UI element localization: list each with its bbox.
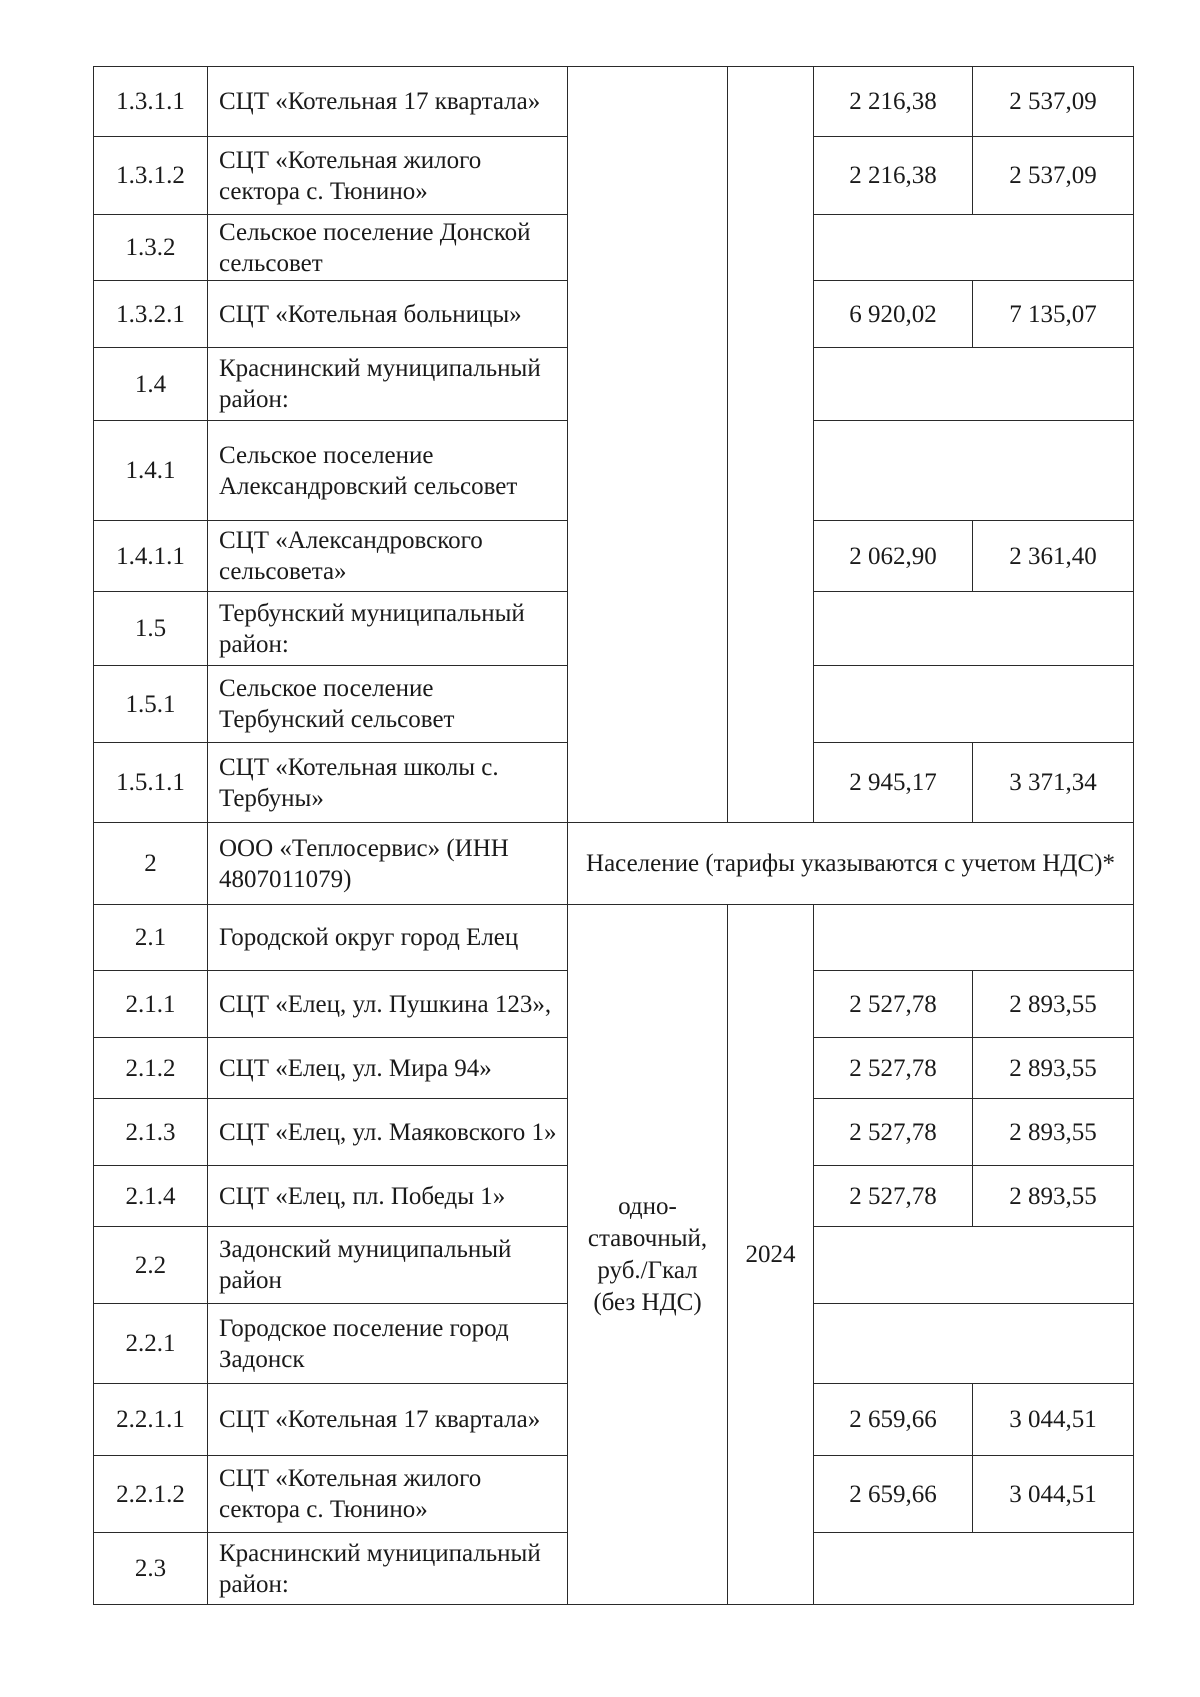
tariff-value-1: 2 527,78 (814, 971, 973, 1038)
year-cell-empty (728, 67, 814, 823)
row-number: 1.3.1.2 (94, 137, 208, 215)
row-number: 1.5 (94, 592, 208, 666)
row-number: 2.2.1 (94, 1304, 208, 1384)
tariff-values-empty (814, 1533, 1134, 1605)
row-number: 2.1.4 (94, 1166, 208, 1227)
row-name: СЦТ «Котельная жилого сектора с. Тюнино» (208, 1456, 568, 1533)
tariff-value-1: 6 920,02 (814, 281, 973, 348)
row-number: 1.4.1 (94, 421, 208, 521)
row-name: Тербунский муниципальный район: (208, 592, 568, 666)
tariff-value-1: 2 659,66 (814, 1456, 973, 1533)
row-name: СЦТ «Котельная 17 квартала» (208, 1384, 568, 1456)
row-name: СЦТ «Елец, ул. Мира 94» (208, 1038, 568, 1099)
row-name: Задонский муниципальный район (208, 1227, 568, 1304)
tariff-values-empty (814, 592, 1134, 666)
row-number: 2.1 (94, 905, 208, 971)
row-number: 2.3 (94, 1533, 208, 1605)
row-name: Сельское поселение Донской сельсовет (208, 215, 568, 281)
tariff-value-1: 2 945,17 (814, 743, 973, 823)
year-cell: 2024 (728, 905, 814, 1605)
tariff-type-cell-empty (568, 67, 728, 823)
tariff-value-1: 2 216,38 (814, 137, 973, 215)
row-number: 1.5.1.1 (94, 743, 208, 823)
row-name: Городское поселение город Задонск (208, 1304, 568, 1384)
tariff-value-2: 2 893,55 (973, 1166, 1134, 1227)
tariff-values-empty (814, 348, 1134, 421)
tariff-values-empty (814, 1304, 1134, 1384)
row-number: 2.1.1 (94, 971, 208, 1038)
tariff-value-2: 3 371,34 (973, 743, 1134, 823)
table-row (94, 67, 1134, 137)
tariff-value-1: 2 216,38 (814, 67, 973, 137)
tariff-values-empty (814, 666, 1134, 743)
row-number: 2.1.3 (94, 1099, 208, 1166)
row-name: СЦТ «Котельная жилого сектора с. Тюнино» (208, 137, 568, 215)
row-number: 1.5.1 (94, 666, 208, 743)
table-row-organization (94, 823, 1134, 905)
tariff-values-empty (814, 421, 1134, 521)
row-number: 1.4.1.1 (94, 521, 208, 592)
row-name: Городской округ город Елец (208, 905, 568, 971)
tariff-values-empty (814, 215, 1134, 281)
row-name: СЦТ «Котельная школы с. Тербуны» (208, 743, 568, 823)
tariff-value-1: 2 527,78 (814, 1038, 973, 1099)
tariff-value-2: 2 893,55 (973, 1038, 1134, 1099)
tariff-value-2: 2 361,40 (973, 521, 1134, 592)
row-name: Сельское поселение Тербунский сельсовет (208, 666, 568, 743)
row-name: Краснинский муниципальный район: (208, 348, 568, 421)
row-name: СЦТ «Котельная 17 квартала» (208, 67, 568, 137)
row-name: СЦТ «Елец, пл. Победы 1» (208, 1166, 568, 1227)
tariff-value-2: 3 044,51 (973, 1456, 1134, 1533)
tariff-value-2: 2 537,09 (973, 137, 1134, 215)
tariff-table (93, 66, 1134, 1605)
tariff-value-1: 2 527,78 (814, 1099, 973, 1166)
row-number: 1.3.1.1 (94, 67, 208, 137)
row-name: Сельское поселение Александровский сельсовет (208, 421, 568, 521)
tariff-values-empty (814, 1227, 1134, 1304)
row-name: СЦТ «Александровского сельсовета» (208, 521, 568, 592)
row-number: 2.1.2 (94, 1038, 208, 1099)
tariff-value-2: 2 537,09 (973, 67, 1134, 137)
row-number: 1.3.2 (94, 215, 208, 281)
tariff-value-2: 2 893,55 (973, 1099, 1134, 1166)
tariff-values-empty (814, 905, 1134, 971)
row-number: 2.2 (94, 1227, 208, 1304)
tariff-value-1: 2 659,66 (814, 1384, 973, 1456)
tariff-value-1: 2 062,90 (814, 521, 973, 592)
row-number: 2.2.1.1 (94, 1384, 208, 1456)
row-name: СЦТ «Елец, ул. Пушкина 123», (208, 971, 568, 1038)
row-number: 2.2.1.2 (94, 1456, 208, 1533)
consumer-group: Население (тарифы указываются с учетом НДС)* (568, 823, 1134, 905)
tariff-value-1: 2 527,78 (814, 1166, 973, 1227)
row-name: Краснинский муниципальный район: (208, 1533, 568, 1605)
org-number: 2 (94, 823, 208, 905)
row-number: 1.3.2.1 (94, 281, 208, 348)
tariff-value-2: 2 893,55 (973, 971, 1134, 1038)
tariff-type-cell (568, 905, 728, 1605)
tariff-value-2: 3 044,51 (973, 1384, 1134, 1456)
org-name: ООО «Теплосервис» (ИНН 4807011079) (208, 823, 568, 905)
row-number: 1.4 (94, 348, 208, 421)
row-name: СЦТ «Елец, ул. Маяковского 1» (208, 1099, 568, 1166)
row-name: СЦТ «Котельная больницы» (208, 281, 568, 348)
tariff-type-text: одно-ставочный, руб./Гкал (без НДС) (587, 1192, 708, 1316)
tariff-value-2: 7 135,07 (973, 281, 1134, 348)
table-row (94, 905, 1134, 971)
